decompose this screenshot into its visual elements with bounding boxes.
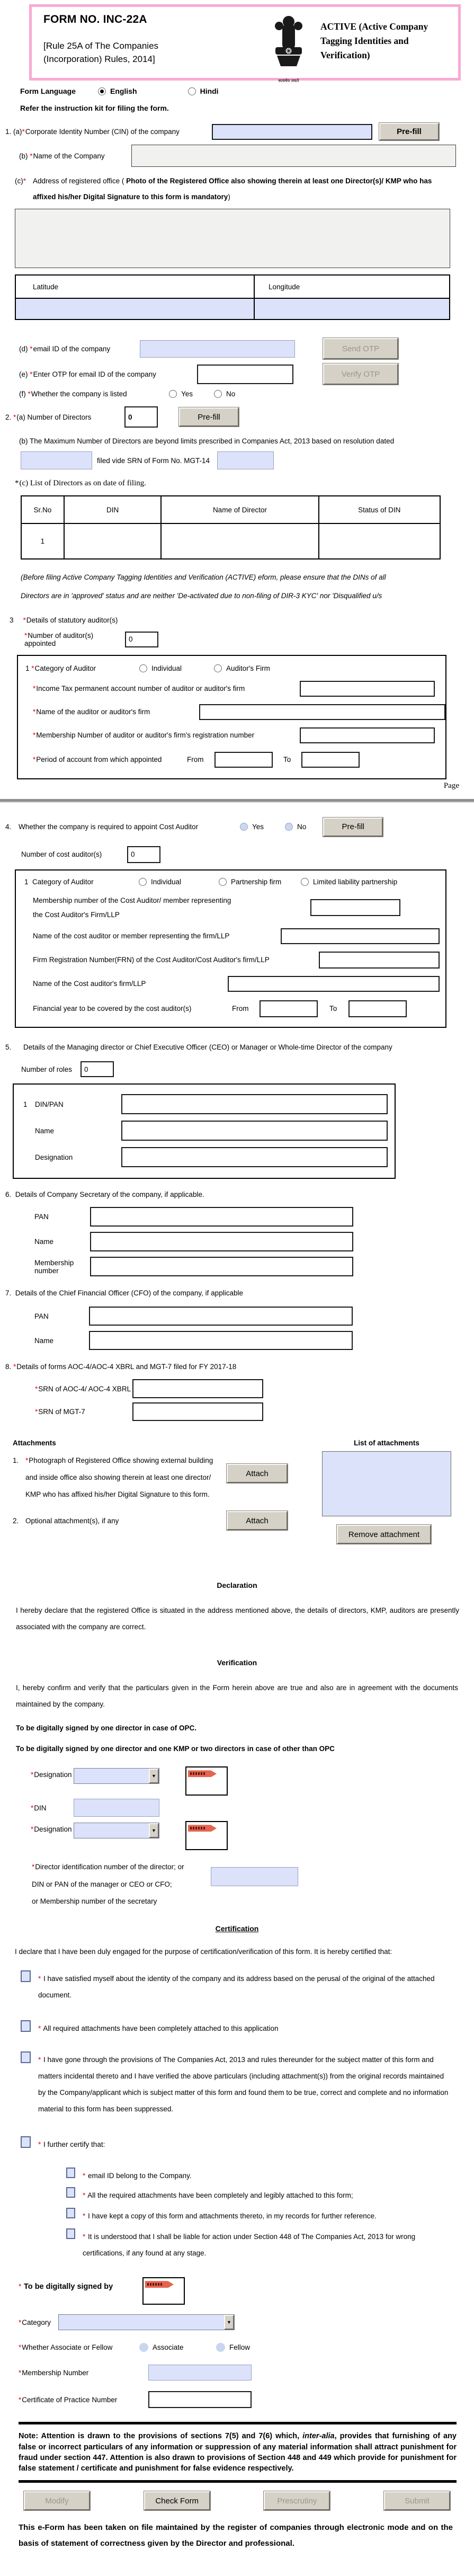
srn-aoc4-input[interactable]	[132, 1379, 263, 1398]
period-from-label: From	[187, 756, 204, 764]
md-ceo-box	[13, 1083, 396, 1179]
chevron-down-icon[interactable]: ▼	[224, 2315, 234, 2330]
declaration-body: I hereby declare that the registered Office is situated in the address mentioned above, the details of directors, KMP, auditors are presently associated with the company are correct.	[16, 1606, 459, 1631]
listed-no-radio[interactable]	[214, 390, 222, 398]
provisions-label: * I have gone through the provisions of The Companies Act, 2013 and rules thereunder for the subject matter of this form and matters incidental thereto and I have verified the above particulars (including attachment(s)) from the original records maintained by the Company/applicant which is subject matter of this form and found them to be true, correct and complete and no information material to this form has been suppressed.	[38, 2055, 449, 2113]
attach-photo-button[interactable]: Attach	[227, 1464, 288, 1483]
cost-firm-name-label: Name of the Cost auditor's firm/LLP	[33, 980, 146, 988]
note-text: Note: Attention is drawn to the provisions of sections 7(5) and 7(6) which, inter-alia, provides that furnishing of any false or incorrect particulars of any information or suppression of any material information shall attract punishment for fraud under section 447. Attention is also drawn to provisions of Section 448 and 449 which provide for punishment for false statement / certificate and punishment for false evidence respectively.	[19, 2432, 457, 2473]
further-certify-label: * I further certify that:	[38, 2140, 105, 2148]
cfo-name-input[interactable]	[89, 1331, 353, 1350]
list-of-attachments-title: List of attachments	[354, 1439, 419, 1447]
cost-auditor-yes-radio[interactable]	[240, 823, 248, 831]
md-name-input[interactable]	[121, 1121, 388, 1141]
cost-frn-input[interactable]	[319, 952, 440, 969]
auditor-count-input[interactable]: 0	[125, 632, 158, 647]
cost-auditor-count-label: Number of cost auditor(s)	[21, 850, 102, 859]
cost-auditor-no-radio[interactable]	[285, 823, 293, 831]
statutory-auditor-title: 3 *Details of statutory auditor(s)	[10, 616, 118, 624]
page-divider	[0, 799, 474, 803]
cop-number-label: *Certificate of Practice Number	[19, 2395, 118, 2404]
director-name-cell[interactable]	[161, 523, 318, 559]
instruction-note: Refer the instruction kit for filing the form.	[20, 104, 169, 112]
active-form-title: ACTIVE (Active Company Tagging Identities and Verification)	[320, 21, 428, 61]
address-label-number: (c)*	[15, 177, 26, 185]
associate-radio[interactable]	[139, 2343, 148, 2352]
roles-count-label: Number of roles	[21, 1065, 73, 1073]
mgt14-srn-label: filed vide SRN of Form No. MGT-14	[97, 456, 210, 465]
language-hindi-label: Hindi	[200, 87, 219, 95]
form-header	[29, 4, 461, 81]
signed-by-label: * To be digitally signed by	[19, 2282, 113, 2291]
fellow-radio[interactable]	[216, 2343, 225, 2352]
cs-name-input[interactable]	[90, 1232, 353, 1251]
designation2-label: *Designation	[31, 1825, 72, 1834]
company-name-input[interactable]	[131, 145, 456, 167]
latitude-input[interactable]	[15, 298, 254, 319]
fy-to-input[interactable]	[348, 1000, 407, 1017]
cs-title: 6. Details of Company Secretary of the company, if applicable.	[5, 1191, 204, 1199]
din-input[interactable]	[74, 1799, 159, 1817]
fellow-label: Fellow	[229, 2343, 251, 2352]
prescrutiny-button[interactable]: Prescrutiny	[264, 2491, 330, 2510]
md-dinpan-label: DIN/PAN	[35, 1100, 64, 1108]
membership-number-label: *Membership Number	[19, 2368, 89, 2377]
legibly-attached-label: * All the required attachments have been completely and legibly attached to this form;	[83, 2191, 353, 2200]
max-directors-label: (b) The Maximum Number of Directors are beyond limits prescribed in Companies Act, 2013 based on resolution dated	[19, 437, 395, 446]
cs-membership-label: Membership number	[34, 1258, 74, 1275]
attachment2-number: 2.	[13, 1516, 19, 1525]
associate-label: Associate	[153, 2343, 184, 2352]
forms-filed-title: 8. *Details of forms AOC-4/AOC-4 XBRL and MGT-7 filed for FY 2017-18	[5, 1363, 237, 1371]
send-otp-button[interactable]: Send OTP	[323, 338, 398, 359]
attachment1-label: *Photograph of Registered Office showing external building and inside office also showing therein at least one director/ KMP who has affixed his/her Digital Signature to this form.	[25, 1456, 213, 1498]
auditor-membership-input[interactable]	[300, 727, 435, 743]
prefill-directors-button[interactable]: Pre-fill	[179, 407, 239, 427]
director-id-label: *Director identification number of the director; or DIN or PAN of the manager or CEO or CFO; or Membership number of the secretary	[32, 1863, 184, 1906]
cost-auditor-yes-label: Yes	[252, 823, 264, 831]
modify-button[interactable]: Modify	[24, 2491, 90, 2510]
auditor-individual-label: Individual	[151, 664, 182, 672]
cfo-pan-input[interactable]	[89, 1307, 353, 1326]
page-label: Page	[443, 781, 459, 790]
cost-auditor-box	[15, 869, 446, 1028]
auditor-name-label: *Name of the auditor or auditor's firm	[33, 708, 150, 716]
latitude-header: Latitude	[15, 275, 254, 298]
longitude-header: Longitude	[254, 275, 450, 298]
language-english-radio[interactable]	[98, 87, 106, 95]
attachment2-label: Optional attachment(s), if any	[25, 1516, 119, 1525]
cost-auditor-no-label: No	[297, 823, 307, 831]
further-certify-checkbox[interactable]	[21, 2136, 31, 2148]
attach-optional-button[interactable]: Attach	[227, 1511, 288, 1530]
membership-number-input[interactable]	[148, 2365, 252, 2380]
longitude-input[interactable]	[254, 298, 450, 319]
auditor-count-label: *Number of auditor(s) appointed	[24, 631, 94, 647]
auditor-name-input[interactable]	[199, 704, 445, 720]
dsc-signature-box-professional[interactable]	[142, 2277, 185, 2305]
verification-title: Verification	[217, 1658, 257, 1667]
prefill-cost-auditor-button[interactable]: Pre-fill	[323, 818, 383, 837]
col-srno: Sr.No	[21, 496, 64, 523]
fy-to-label: To	[329, 1005, 337, 1013]
cost-name-input[interactable]	[281, 928, 440, 944]
cost-individual-label: Individual	[151, 877, 182, 886]
remove-attachment-button[interactable]: Remove attachment	[337, 1525, 431, 1544]
cfo-pan-label: PAN	[34, 1312, 49, 1320]
sign-here-ribbon-icon	[188, 1825, 217, 1832]
director-status-cell[interactable]	[319, 523, 440, 559]
form-inc-22a	[0, 4, 474, 2576]
dsc-signature-box-2[interactable]	[185, 1821, 228, 1850]
otp-label: (e) *Enter OTP for email ID of the company	[19, 370, 156, 378]
form-number-title: FORM NO. INC-22A	[43, 13, 147, 25]
mgt14-srn-input[interactable]	[217, 451, 274, 469]
divider-line	[19, 2422, 457, 2424]
chevron-down-icon[interactable]: ▼	[149, 1769, 159, 1783]
col-name: Name of Director	[161, 496, 318, 523]
attachments-complete-label: * All required attachments have been completely attached to this application	[38, 2024, 279, 2032]
cop-number-input[interactable]	[148, 2391, 252, 2408]
identity-check-label: * I have satisfied myself about the identity of the company and its address based on the perusal of the original of the attached document.	[38, 1974, 435, 1999]
din-label: *DIN	[31, 1804, 47, 1812]
director-id-input[interactable]	[211, 1867, 298, 1886]
cost-individual-radio[interactable]	[139, 878, 147, 886]
attachments-section	[0, 1439, 474, 1565]
md-designation-label: Designation	[35, 1153, 73, 1161]
email-label: (d) *email ID of the company	[19, 344, 111, 353]
srn-aoc4-label: *SRN of AOC-4/ AOC-4 XBRL	[35, 1384, 131, 1393]
cin-input[interactable]	[212, 124, 372, 140]
cs-membership-input[interactable]	[90, 1257, 353, 1276]
director-row-1	[21, 523, 440, 559]
num-directors-input[interactable]: 0	[124, 406, 158, 428]
cin-label: 1. (a)*Corporate Identity Number (CIN) of the company	[5, 128, 180, 136]
md-dinpan-input[interactable]	[121, 1094, 388, 1114]
list-of-directors-label: *(c) List of Directors as on date of filing.	[15, 479, 147, 488]
cfo-title: 7. Details of the Chief Financial Officer (CFO) of the company, if applicable	[5, 1289, 243, 1298]
form-language-label: Form Language	[20, 87, 76, 95]
designation1-label: *Designation	[31, 1771, 72, 1779]
cost-partnership-radio[interactable]	[219, 878, 227, 886]
cost-category-label: 1 Category of Auditor	[24, 877, 94, 886]
address-textarea[interactable]	[15, 209, 450, 268]
cost-membership-label: Membership number of the Cost Auditor/ member representing the Cost Auditor's Firm/LLP	[33, 896, 231, 919]
cost-auditor-count-input[interactable]: 0	[127, 846, 160, 863]
footer-note: This e-Form has been taken on file maintained by the register of companies through electronic mode and on the basis of statement of correctness given by the Director and professional.	[19, 2523, 453, 2548]
chevron-down-icon[interactable]: ▼	[149, 1823, 159, 1838]
check-form-button[interactable]: Check Form	[144, 2491, 210, 2510]
ashoka-emblem-icon	[269, 13, 308, 76]
email-belongs-checkbox[interactable]	[66, 2168, 75, 2178]
fy-from-input[interactable]	[260, 1000, 318, 1017]
director-din-cell[interactable]	[64, 523, 162, 559]
resolution-date-input[interactable]	[21, 451, 92, 469]
verify-otp-button[interactable]: Verify OTP	[323, 363, 398, 385]
language-english-label: English	[110, 87, 137, 95]
md-name-label: Name	[35, 1126, 55, 1135]
designation1-select[interactable]	[74, 1768, 159, 1784]
cost-llp-radio[interactable]	[301, 878, 309, 886]
auditor-firm-radio[interactable]	[214, 664, 222, 672]
md-row-number: 1	[23, 1100, 28, 1108]
cost-auditor-number: 4.	[5, 823, 12, 831]
otp-input[interactable]	[197, 365, 293, 384]
cost-frn-label: Firm Registration Number(FRN) of the Cost Auditor/Cost Auditor's firm/LLP	[33, 956, 270, 964]
attachments-complete-checkbox[interactable]	[21, 2020, 31, 2032]
rule-reference: [Rule 25A of The Companies (Incorporation) Rules, 2014]	[43, 41, 159, 64]
copy-kept-checkbox[interactable]	[66, 2208, 75, 2218]
listed-no-label: No	[226, 390, 236, 398]
divider-line	[19, 2480, 457, 2483]
cs-pan-input[interactable]	[90, 1207, 353, 1227]
submit-button[interactable]: Submit	[384, 2491, 450, 2510]
md-designation-input[interactable]	[121, 1147, 388, 1167]
certification-title: Certification	[215, 1924, 259, 1933]
roles-count-input[interactable]: 0	[81, 1061, 114, 1077]
col-status: Status of DIN	[319, 496, 440, 523]
fy-from-label: From	[232, 1005, 249, 1013]
identity-checkbox[interactable]	[21, 1970, 31, 1982]
sign-here-ribbon-icon	[188, 1770, 217, 1777]
opc-sign-note: To be digitally signed by one director in case of OPC.	[16, 1724, 197, 1733]
auditor-pan-input[interactable]	[300, 681, 435, 697]
cost-llp-label: Limited liability partnership	[313, 877, 398, 886]
director-srno-cell: 1	[21, 523, 64, 559]
legibly-attached-checkbox[interactable]	[66, 2187, 75, 2198]
period-to-input[interactable]	[301, 752, 360, 768]
cost-membership-input[interactable]	[310, 899, 400, 916]
verification-body: I, hereby confirm and verify that the particulars given in the Form herein above are true and also are in agreement with the documents maintained by the company.	[16, 1684, 458, 1709]
attachments-listbox[interactable]	[322, 1451, 451, 1516]
category-label: *Category	[19, 2318, 51, 2326]
srn-mgt7-label: *SRN of MGT-7	[35, 1408, 85, 1416]
listed-yes-radio[interactable]	[169, 390, 177, 398]
address-label: Address of registered office ( Photo of the Registered Office also showing therein at least one Director(s)/ KMP who has affixed his/her Digital Signature to this form is mandatory)	[33, 177, 432, 201]
cost-partnership-label: Partnership firm	[231, 877, 282, 886]
associate-fellow-label: *Whether Associate or Fellow	[19, 2343, 113, 2352]
sign-here-ribbon-icon	[145, 2281, 174, 2288]
auditor-individual-radio[interactable]	[139, 664, 147, 672]
din-status-note: (Before filing Active Company Tagging Identities and Verification (ACTIVE) eform, please ensure that the DINs of all Directors are in 'approved' status and are neither 'De-activated due to non-filing of DIR-3 KYC' nor 'Disqualified u/s	[21, 573, 386, 600]
col-din: DIN	[64, 496, 162, 523]
email-input[interactable]	[140, 340, 295, 358]
email-belongs-label: * email ID belong to the Company.	[83, 2171, 192, 2180]
liability-label: * It is understood that I shall be liable for action under Section 448 of The Companies Act, 2013 for wrong certifications, if any found at any stage.	[83, 2233, 416, 2258]
category-select[interactable]	[58, 2314, 235, 2330]
directors-table	[21, 495, 441, 559]
certification-intro: I declare that I have been duly engaged for the purpose of certification/verification of this form. It is hereby certified that:	[15, 1947, 392, 1956]
cs-pan-label: PAN	[34, 1213, 49, 1221]
auditor-membership-label: *Membership Number of auditor or auditor's firm's registration number	[33, 731, 255, 740]
copy-kept-label: * I have kept a copy of this form and attachments thereto, in my records for further reference.	[83, 2212, 377, 2220]
listed-yes-label: Yes	[181, 390, 193, 398]
cs-name-label: Name	[34, 1238, 54, 1246]
prefill-cin-button[interactable]: Pre-fill	[379, 123, 439, 140]
designation2-select[interactable]	[74, 1823, 159, 1838]
declaration-title: Declaration	[217, 1581, 257, 1590]
listed-label: (f) *Whether the company is listed	[19, 390, 127, 398]
cost-auditor-title: Whether the company is required to appoint Cost Auditor	[19, 823, 199, 831]
period-to-label: To	[283, 756, 291, 764]
cost-firm-name-input[interactable]	[228, 976, 440, 992]
dsc-signature-box-1[interactable]	[185, 1766, 228, 1796]
srn-mgt7-input[interactable]	[132, 1402, 263, 1421]
emblem-caption: सत्यमेव जयते	[278, 78, 299, 83]
num-directors-label: 2. *(a) Number of Directors	[5, 413, 92, 421]
cfo-name-label: Name	[34, 1336, 54, 1345]
statutory-auditor-box	[17, 655, 446, 779]
cost-fy-label: Financial year to be covered by the cost auditor(s)	[33, 1005, 192, 1013]
md-ceo-title: Details of the Managing director or Chief Executive Officer (CEO) or Manager or Whole-time Director of the company	[23, 1043, 392, 1051]
attachments-heading: Attachments	[13, 1439, 56, 1447]
company-name-label: (b) *Name of the Company	[19, 152, 105, 160]
language-hindi-radio[interactable]	[188, 87, 196, 95]
auditor-pan-label: *Income Tax permanent account number of auditor or auditor's firm	[33, 685, 245, 693]
period-from-input[interactable]	[214, 752, 273, 768]
auditor-category-label: 1 *Category of Auditor	[25, 664, 96, 672]
provisions-checkbox[interactable]	[21, 2051, 31, 2063]
cost-name-label: Name of the cost auditor or member representing the firm/LLP	[33, 932, 230, 940]
auditor-period-label: *Period of account from which appointed	[33, 756, 162, 764]
attachment1-number: 1.	[13, 1456, 19, 1465]
auditor-firm-label: Auditor's Firm	[226, 664, 270, 672]
non-opc-sign-note: To be digitally signed by one director and one KMP or two directors in case of other than OPC	[16, 1745, 335, 1753]
md-ceo-number: 5.	[5, 1043, 12, 1051]
liability-checkbox[interactable]	[66, 2228, 75, 2239]
